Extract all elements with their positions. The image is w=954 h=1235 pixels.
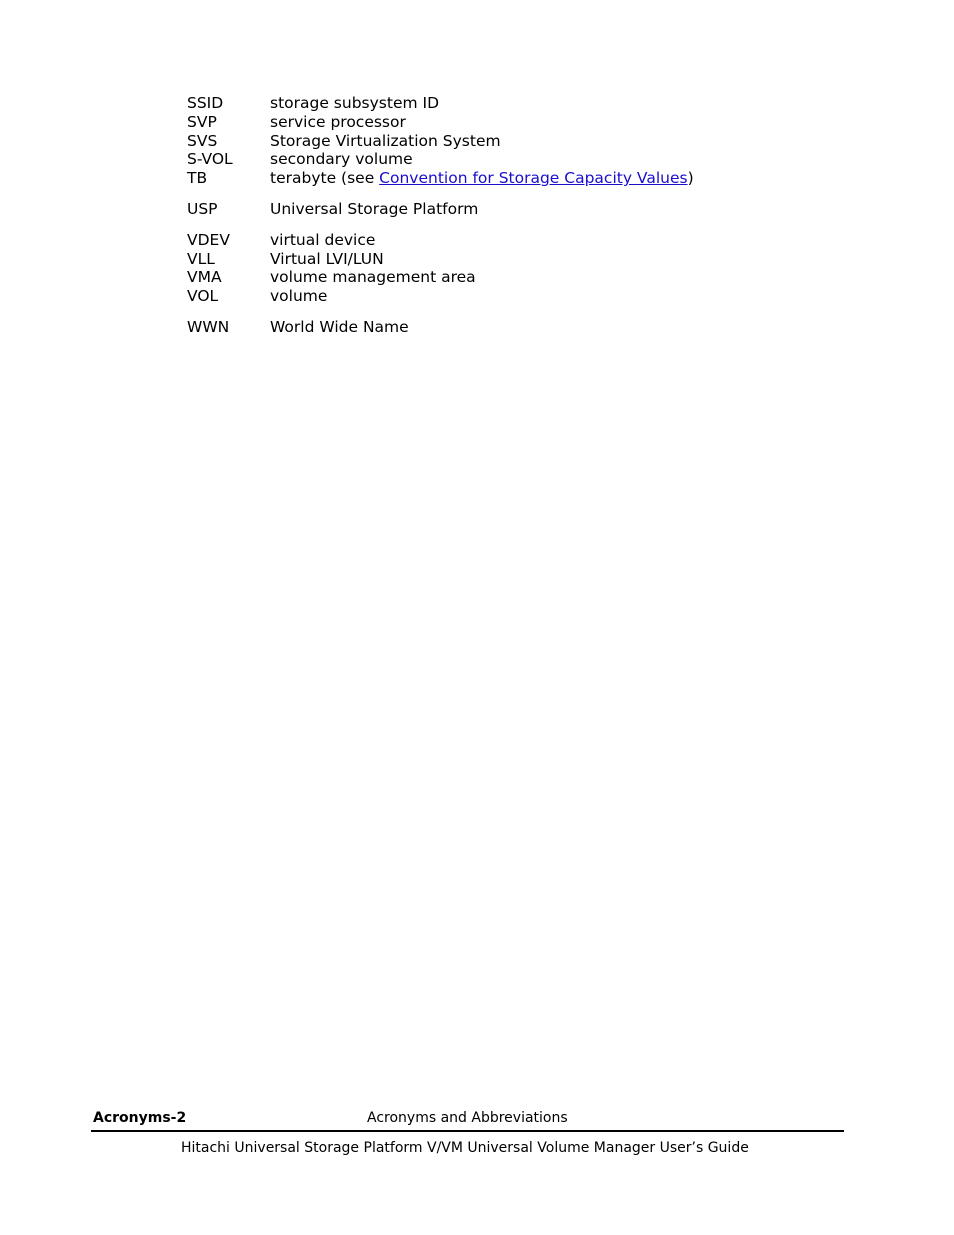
acronym-group-s-t (187, 94, 827, 188)
page-footer (91, 1108, 844, 1156)
footer-document-title: Hitachi Universal Storage Platform V/VM Universal Volume Manager User’s Guide (181, 1140, 749, 1156)
acronym-group-v (187, 231, 827, 306)
acronym-row (187, 250, 827, 269)
acronym-definition: Universal Storage Platform (270, 199, 479, 218)
storage-capacity-convention-link[interactable]: Convention for Storage Capacity Values (379, 169, 688, 188)
footer-divider (91, 1130, 844, 1132)
acronym-row (187, 113, 827, 132)
acronym-row (187, 287, 827, 306)
footer-header-line (91, 1108, 844, 1130)
acronym-term: SSID (187, 94, 224, 112)
definition-prefix: terabyte (see (270, 169, 380, 188)
acronym-definition: secondary volume (270, 150, 413, 169)
acronym-definition: Virtual LVI/LUN (270, 249, 384, 268)
acronym-group-w (187, 318, 827, 337)
acronym-list (187, 94, 827, 349)
footer-page-number: Acronyms-2 (93, 1110, 187, 1126)
acronym-row (187, 132, 827, 151)
acronym-term: VLL (187, 249, 215, 268)
acronym-definition: virtual device (270, 230, 376, 249)
acronym-term: VDEV (187, 230, 230, 249)
acronym-term: USP (187, 199, 218, 218)
acronym-term: SVS (187, 131, 218, 150)
acronym-term: VOL (187, 287, 219, 306)
acronym-row (187, 231, 827, 250)
footer-section-title: Acronyms and Abbreviations (367, 1110, 568, 1126)
acronym-row (187, 169, 827, 188)
acronym-term: S-VOL (187, 150, 233, 169)
acronym-term: SVP (187, 112, 217, 131)
acronym-definition: service processor (270, 112, 406, 131)
acronym-definition (270, 169, 827, 188)
acronym-row (187, 94, 827, 113)
definition-suffix: ) (687, 169, 694, 188)
acronym-term: WWN (187, 317, 230, 336)
acronym-row (187, 150, 827, 169)
acronym-definition: storage subsystem ID (270, 94, 440, 112)
acronym-group-u (187, 200, 827, 219)
acronym-definition: volume (270, 287, 328, 306)
acronym-definition: World Wide Name (270, 317, 409, 336)
acronym-term: TB (187, 169, 208, 188)
acronym-definition: Storage Virtualization System (270, 131, 501, 150)
acronym-row (187, 268, 827, 287)
acronym-definition: volume management area (270, 268, 476, 287)
acronym-row (187, 318, 827, 337)
acronym-row (187, 200, 827, 219)
acronym-term: VMA (187, 268, 222, 287)
